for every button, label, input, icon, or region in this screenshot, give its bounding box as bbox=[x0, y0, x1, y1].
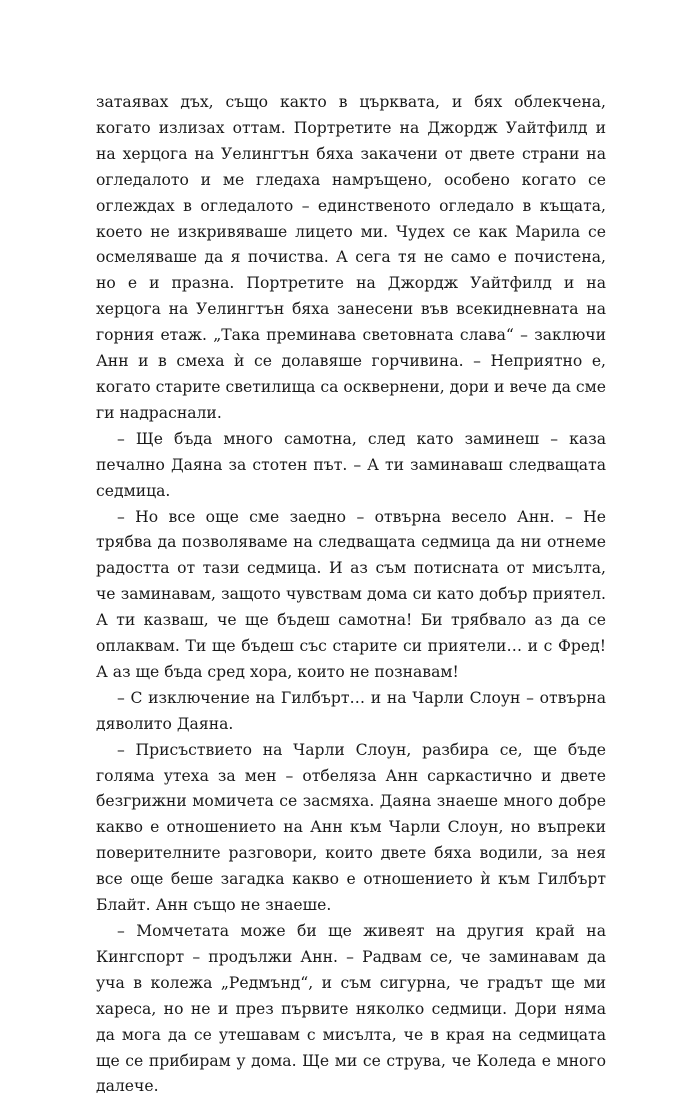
paragraph: – Момчетата може би ще живеят на другия край на Кингспорт – продължи Анн. – Радвам се, че заминавам да уча в колежа „Редмънд“, и съм сигурна, че градът ще ми хареса, но не и през първите няколко седмици. Дори няма да мога да се утешавам с мисълта, че в края на седмицата ще се прибирам у дома. Ще ми се струва, че Коледа е много далече. bbox=[96, 922, 606, 1096]
paragraph: – С изключение на Гилбърт… и на Чарли Слоун – отвърна дяволито Даяна. bbox=[96, 688, 606, 733]
paragraph: – Присъствието на Чарли Слоун, разбира се, ще бъде голяма утеха за мен – отбеляза Анн саркастично и двете безгрижни момичета се засмяха. Даяна знаеше много добре какво е отношението на Анн към Чарли Слоун, но въпреки поверителните разговори, които двете бяха водили, за нея все още беше загадка какво е отношението ѝ към Гилбърт Блайт. Анн също не знаеше. bbox=[96, 740, 606, 915]
page-text bbox=[96, 90, 606, 1100]
paragraph: – Ще бъда много самотна, след като заминеш – каза печално Даяна за стотен път. – А ти заминаваш следващата седмица. bbox=[96, 429, 606, 500]
paragraph: затаявах дъх, също както в църквата, и бях облекчена, когато излизах оттам. Портретите на Джордж Уайтфилд и на херцога на Уелингтън бяха закачени от двете страни на огледалото и ме гледаха намръщено, особено когато се оглеждах в огледалото – единственото огледало в къщата, което не изкривяваше лицето ми. Чудех се как Марила се осмеляваше да я почиства. А сега тя не само е почистена, но е и празна. Портретите на Джордж Уайтфилд и на херцога на Уелингтън бяха занесени във всекидневната на горния етаж. „Така преминава световната слава“ – заключи Анн и в смеха ѝ се долавяше горчивина. – Неприятно е, когато старите светилища са осквернени, дори и вече да сме ги надраснали. bbox=[96, 93, 606, 422]
paragraph: – Но все още сме заедно – отвърна весело Анн. – Не трябва да позволяваме на следващата седмица да ни отнеме радостта от тази седмица. И аз съм потисната от мисълта, че заминавам, защото чувствам дома си като добър приятел. А ти казваш, че ще бъдеш самотна! Би трябвало аз да се оплаквам. Ти ще бъдеш със старите си приятели… и с Фред! А аз ще бъда сред хора, които не познавам! bbox=[96, 507, 606, 681]
